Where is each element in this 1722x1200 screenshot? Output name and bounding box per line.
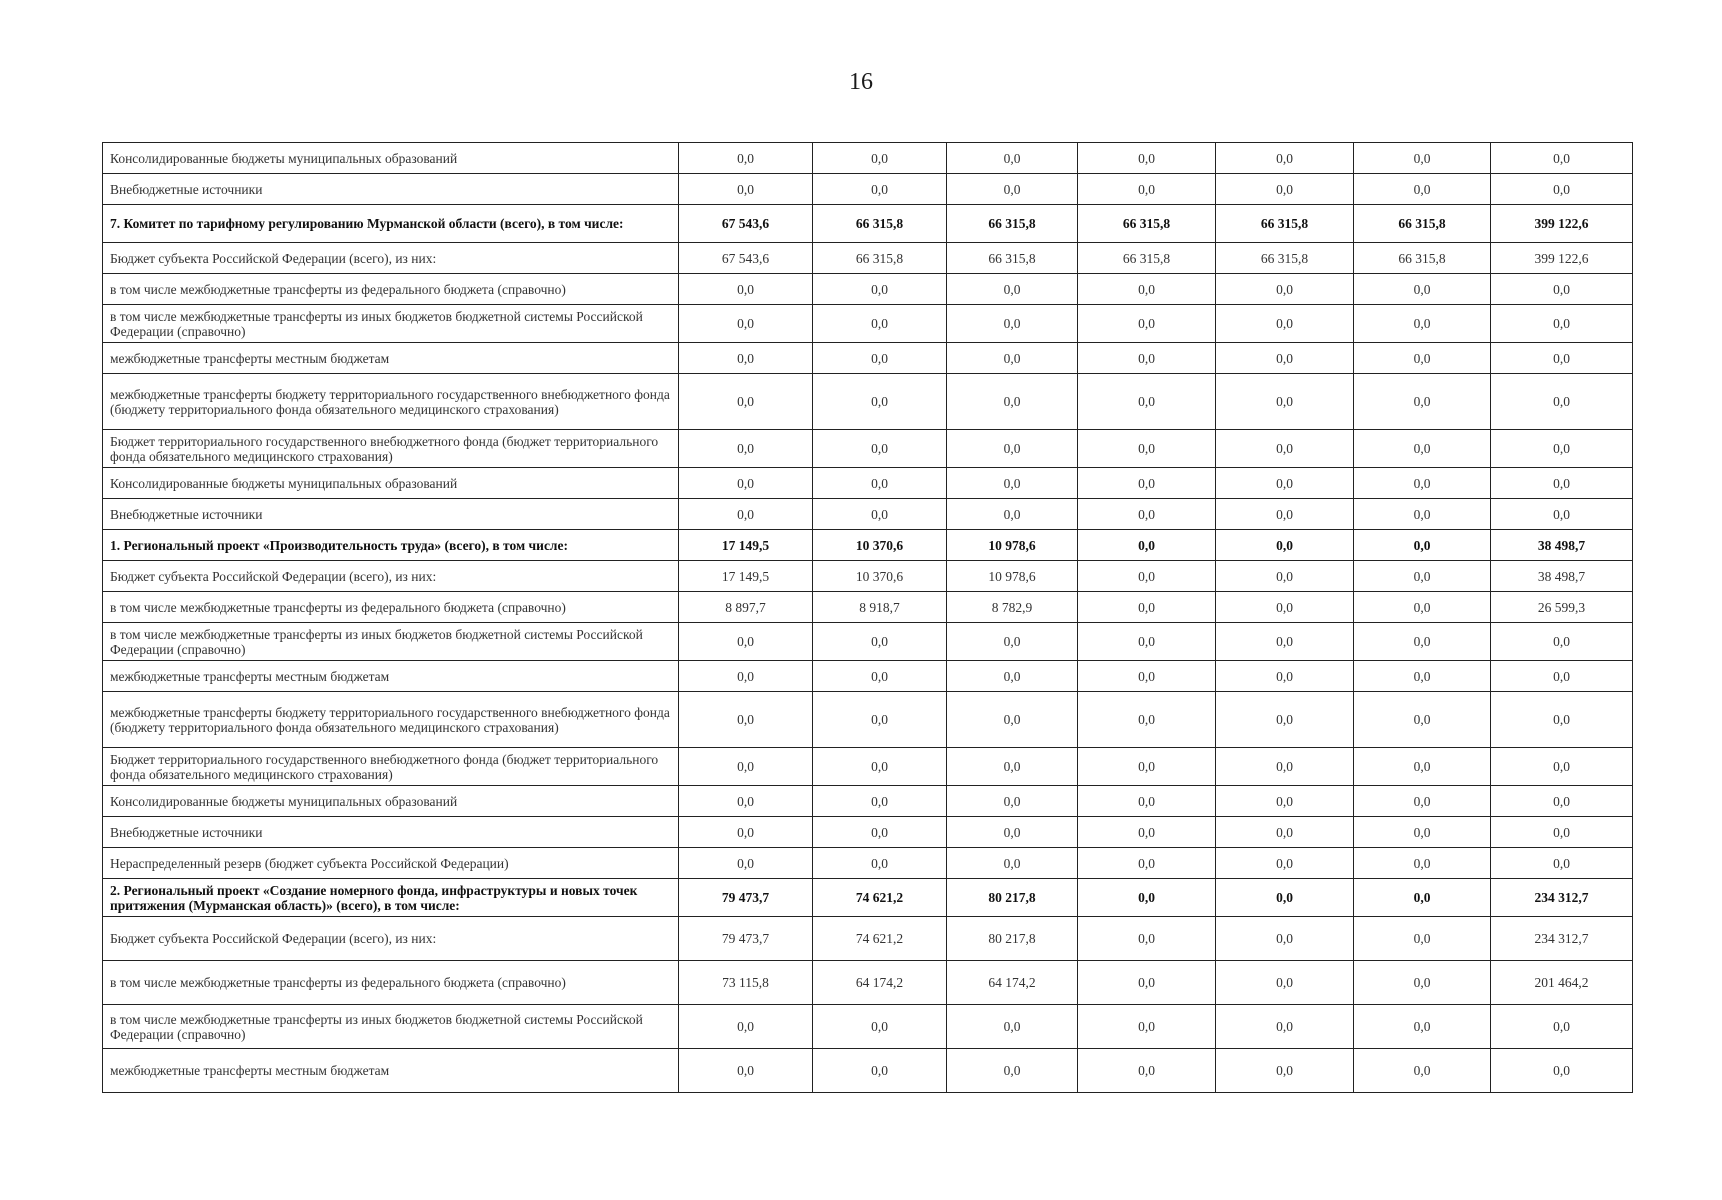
value-cell: 0,0 [1354, 661, 1491, 692]
value-cell: 0,0 [1078, 499, 1216, 530]
value-cell: 0,0 [1354, 274, 1491, 305]
value-cell: 0,0 [1078, 305, 1216, 343]
row-total-cell: 0,0 [1491, 374, 1633, 430]
table-row [103, 961, 1633, 1005]
table-row [103, 848, 1633, 879]
value-cell: 0,0 [813, 143, 947, 174]
value-cell: 0,0 [813, 623, 947, 661]
value-cell: 0,0 [679, 1049, 813, 1093]
value-cell: 0,0 [1078, 661, 1216, 692]
row-total-cell: 0,0 [1491, 174, 1633, 205]
page-number: 16 [849, 69, 873, 95]
value-cell: 67 543,6 [679, 243, 813, 274]
row-total-cell: 0,0 [1491, 692, 1633, 748]
value-cell: 80 217,8 [947, 879, 1078, 917]
value-cell: 10 370,6 [813, 561, 947, 592]
row-total-cell: 0,0 [1491, 661, 1633, 692]
table-row [103, 692, 1633, 748]
value-cell: 66 315,8 [1216, 205, 1354, 243]
value-cell: 0,0 [1216, 468, 1354, 499]
value-cell: 0,0 [1078, 174, 1216, 205]
value-cell: 0,0 [1216, 692, 1354, 748]
value-cell: 0,0 [1354, 499, 1491, 530]
value-cell: 0,0 [1216, 274, 1354, 305]
value-cell: 0,0 [1078, 961, 1216, 1005]
value-cell: 0,0 [679, 430, 813, 468]
table-row [103, 817, 1633, 848]
value-cell: 74 621,2 [813, 917, 947, 961]
value-cell: 0,0 [1354, 174, 1491, 205]
value-cell: 10 978,6 [947, 561, 1078, 592]
value-cell: 0,0 [813, 848, 947, 879]
value-cell: 0,0 [1354, 343, 1491, 374]
table-row [103, 623, 1633, 661]
value-cell: 0,0 [947, 692, 1078, 748]
row-total-cell: 234 312,7 [1491, 917, 1633, 961]
row-label: Внебюджетные источники [103, 817, 679, 848]
table-row [103, 499, 1633, 530]
row-label: Бюджет субъекта Российской Федерации (всего), из них: [103, 561, 679, 592]
row-label: в том числе межбюджетные трансферты из федерального бюджета (справочно) [103, 274, 679, 305]
value-cell: 10 370,6 [813, 530, 947, 561]
value-cell: 0,0 [679, 786, 813, 817]
row-total-cell: 0,0 [1491, 817, 1633, 848]
value-cell: 0,0 [679, 274, 813, 305]
section-total-row [103, 530, 1633, 561]
value-cell: 0,0 [1078, 530, 1216, 561]
row-label: межбюджетные трансферты местным бюджетам [103, 343, 679, 374]
value-cell: 0,0 [1354, 305, 1491, 343]
row-total-cell: 38 498,7 [1491, 530, 1633, 561]
value-cell: 0,0 [947, 786, 1078, 817]
row-total-cell: 0,0 [1491, 274, 1633, 305]
value-cell: 66 315,8 [1354, 243, 1491, 274]
value-cell: 0,0 [1216, 561, 1354, 592]
value-cell: 64 174,2 [813, 961, 947, 1005]
value-cell: 0,0 [1354, 961, 1491, 1005]
value-cell: 0,0 [1354, 917, 1491, 961]
value-cell: 0,0 [1216, 1005, 1354, 1049]
value-cell: 0,0 [947, 343, 1078, 374]
row-label: межбюджетные трансферты местным бюджетам [103, 661, 679, 692]
budget-table [102, 142, 1633, 1093]
value-cell: 0,0 [1078, 917, 1216, 961]
value-cell: 0,0 [679, 692, 813, 748]
row-label: Внебюджетные источники [103, 499, 679, 530]
value-cell: 0,0 [1354, 879, 1491, 917]
value-cell: 0,0 [813, 817, 947, 848]
value-cell: 0,0 [1078, 468, 1216, 499]
value-cell: 0,0 [947, 374, 1078, 430]
value-cell: 0,0 [1354, 143, 1491, 174]
row-total-cell: 0,0 [1491, 430, 1633, 468]
value-cell: 0,0 [813, 374, 947, 430]
row-total-cell: 0,0 [1491, 305, 1633, 343]
value-cell: 0,0 [947, 468, 1078, 499]
value-cell: 0,0 [679, 817, 813, 848]
table-row [103, 468, 1633, 499]
value-cell: 0,0 [813, 786, 947, 817]
value-cell: 17 149,5 [679, 561, 813, 592]
row-total-cell: 0,0 [1491, 748, 1633, 786]
value-cell: 0,0 [1354, 623, 1491, 661]
value-cell: 0,0 [1078, 692, 1216, 748]
value-cell: 0,0 [1216, 305, 1354, 343]
value-cell: 0,0 [813, 499, 947, 530]
value-cell: 0,0 [679, 623, 813, 661]
row-label: в том числе межбюджетные трансферты из иных бюджетов бюджетной системы Российской Федерации (справочно) [103, 1005, 679, 1049]
value-cell: 0,0 [1216, 499, 1354, 530]
value-cell: 0,0 [1078, 848, 1216, 879]
value-cell: 0,0 [1354, 374, 1491, 430]
table-row [103, 1005, 1633, 1049]
value-cell: 0,0 [1354, 561, 1491, 592]
value-cell: 66 315,8 [1078, 243, 1216, 274]
table-row [103, 374, 1633, 430]
row-total-cell: 0,0 [1491, 786, 1633, 817]
value-cell: 0,0 [1078, 274, 1216, 305]
value-cell: 0,0 [679, 174, 813, 205]
value-cell: 0,0 [1078, 592, 1216, 623]
value-cell: 0,0 [1216, 1049, 1354, 1093]
value-cell: 0,0 [1216, 786, 1354, 817]
row-label: в том числе межбюджетные трансферты из федерального бюджета (справочно) [103, 961, 679, 1005]
section-total-row [103, 205, 1633, 243]
row-label: 2. Региональный проект «Создание номерного фонда, инфраструктуры и новых точек притяжения (Мурманская область)» (всего), в том числе: [103, 879, 679, 917]
value-cell: 0,0 [679, 499, 813, 530]
value-cell: 0,0 [1354, 1005, 1491, 1049]
value-cell: 0,0 [1078, 1005, 1216, 1049]
table-row [103, 143, 1633, 174]
row-total-cell: 234 312,7 [1491, 879, 1633, 917]
row-label: в том числе межбюджетные трансферты из иных бюджетов бюджетной системы Российской Федерации (справочно) [103, 623, 679, 661]
value-cell: 0,0 [947, 748, 1078, 786]
value-cell: 66 315,8 [813, 243, 947, 274]
value-cell: 0,0 [947, 430, 1078, 468]
value-cell: 0,0 [947, 174, 1078, 205]
value-cell: 0,0 [947, 274, 1078, 305]
value-cell: 0,0 [1078, 879, 1216, 917]
value-cell: 0,0 [1078, 1049, 1216, 1093]
row-total-cell: 399 122,6 [1491, 243, 1633, 274]
value-cell: 0,0 [947, 1049, 1078, 1093]
value-cell: 0,0 [1078, 343, 1216, 374]
table-row [103, 592, 1633, 623]
value-cell: 0,0 [1216, 343, 1354, 374]
value-cell: 0,0 [947, 1005, 1078, 1049]
value-cell: 0,0 [813, 305, 947, 343]
value-cell: 0,0 [1354, 748, 1491, 786]
row-label: Консолидированные бюджеты муниципальных образований [103, 786, 679, 817]
value-cell: 0,0 [947, 848, 1078, 879]
row-total-cell: 0,0 [1491, 499, 1633, 530]
row-total-cell: 201 464,2 [1491, 961, 1633, 1005]
value-cell: 0,0 [813, 430, 947, 468]
value-cell: 0,0 [679, 374, 813, 430]
section-total-row [103, 879, 1633, 917]
value-cell: 0,0 [1216, 143, 1354, 174]
row-label: 1. Региональный проект «Производительность труда» (всего), в том числе: [103, 530, 679, 561]
value-cell: 8 918,7 [813, 592, 947, 623]
row-total-cell: 0,0 [1491, 343, 1633, 374]
table-row [103, 917, 1633, 961]
value-cell: 0,0 [679, 468, 813, 499]
value-cell: 0,0 [1354, 468, 1491, 499]
table-row [103, 343, 1633, 374]
value-cell: 0,0 [813, 1005, 947, 1049]
value-cell: 0,0 [1354, 817, 1491, 848]
row-total-cell: 0,0 [1491, 468, 1633, 499]
table-row [103, 1049, 1633, 1093]
value-cell: 0,0 [679, 748, 813, 786]
value-cell: 80 217,8 [947, 917, 1078, 961]
row-label: Бюджет территориального государственного внебюджетного фонда (бюджет территориального фонда обязательного медицинского страхования) [103, 748, 679, 786]
row-total-cell: 0,0 [1491, 848, 1633, 879]
value-cell: 17 149,5 [679, 530, 813, 561]
value-cell: 0,0 [813, 274, 947, 305]
row-label: Внебюджетные источники [103, 174, 679, 205]
value-cell: 67 543,6 [679, 205, 813, 243]
value-cell: 0,0 [813, 748, 947, 786]
value-cell: 0,0 [679, 1005, 813, 1049]
value-cell: 0,0 [1078, 430, 1216, 468]
value-cell: 0,0 [1216, 623, 1354, 661]
value-cell: 66 315,8 [947, 243, 1078, 274]
row-label: Нераспределенный резерв (бюджет субъекта Российской Федерации) [103, 848, 679, 879]
table-row [103, 243, 1633, 274]
value-cell: 0,0 [1354, 692, 1491, 748]
value-cell: 64 174,2 [947, 961, 1078, 1005]
row-label: в том числе межбюджетные трансферты из иных бюджетов бюджетной системы Российской Федерации (справочно) [103, 305, 679, 343]
table-row [103, 305, 1633, 343]
row-label: 7. Комитет по тарифному регулированию Мурманской области (всего), в том числе: [103, 205, 679, 243]
value-cell: 0,0 [1216, 748, 1354, 786]
table-body [103, 143, 1633, 1093]
value-cell: 0,0 [1078, 561, 1216, 592]
row-label: Консолидированные бюджеты муниципальных образований [103, 468, 679, 499]
value-cell: 0,0 [1216, 961, 1354, 1005]
row-total-cell: 0,0 [1491, 1049, 1633, 1093]
value-cell: 0,0 [679, 343, 813, 374]
value-cell: 0,0 [679, 305, 813, 343]
value-cell: 74 621,2 [813, 879, 947, 917]
value-cell: 0,0 [1216, 917, 1354, 961]
value-cell: 0,0 [1078, 748, 1216, 786]
value-cell: 0,0 [947, 817, 1078, 848]
value-cell: 0,0 [1354, 592, 1491, 623]
row-total-cell: 38 498,7 [1491, 561, 1633, 592]
row-label: межбюджетные трансферты бюджету территориального государственного внебюджетного фонда (бюджету территориального фонда обязательного медицинского страхования) [103, 374, 679, 430]
value-cell: 0,0 [679, 848, 813, 879]
value-cell: 0,0 [947, 143, 1078, 174]
value-cell: 0,0 [1078, 143, 1216, 174]
value-cell: 66 315,8 [1078, 205, 1216, 243]
row-total-cell: 0,0 [1491, 1005, 1633, 1049]
value-cell: 0,0 [947, 661, 1078, 692]
value-cell: 79 473,7 [679, 917, 813, 961]
row-label: Бюджет субъекта Российской Федерации (всего), из них: [103, 243, 679, 274]
value-cell: 0,0 [1216, 430, 1354, 468]
row-total-cell: 0,0 [1491, 623, 1633, 661]
value-cell: 0,0 [1216, 592, 1354, 623]
value-cell: 0,0 [813, 692, 947, 748]
value-cell: 0,0 [813, 661, 947, 692]
row-total-cell: 0,0 [1491, 143, 1633, 174]
value-cell: 0,0 [1354, 786, 1491, 817]
value-cell: 0,0 [813, 174, 947, 205]
value-cell: 0,0 [1216, 817, 1354, 848]
value-cell: 0,0 [1216, 374, 1354, 430]
value-cell: 66 315,8 [1354, 205, 1491, 243]
value-cell: 0,0 [813, 468, 947, 499]
value-cell: 66 315,8 [813, 205, 947, 243]
value-cell: 0,0 [1216, 530, 1354, 561]
value-cell: 8 782,9 [947, 592, 1078, 623]
value-cell: 66 315,8 [1216, 243, 1354, 274]
value-cell: 0,0 [1216, 848, 1354, 879]
row-label: межбюджетные трансферты местным бюджетам [103, 1049, 679, 1093]
value-cell: 0,0 [1078, 817, 1216, 848]
table-row [103, 748, 1633, 786]
table-row [103, 561, 1633, 592]
table-row [103, 430, 1633, 468]
value-cell: 0,0 [1354, 430, 1491, 468]
value-cell: 79 473,7 [679, 879, 813, 917]
row-label: Бюджет субъекта Российской Федерации (всего), из них: [103, 917, 679, 961]
value-cell: 10 978,6 [947, 530, 1078, 561]
value-cell: 0,0 [1216, 661, 1354, 692]
table-row [103, 274, 1633, 305]
value-cell: 66 315,8 [947, 205, 1078, 243]
value-cell: 0,0 [947, 499, 1078, 530]
value-cell: 0,0 [679, 143, 813, 174]
value-cell: 0,0 [947, 305, 1078, 343]
value-cell: 0,0 [1354, 848, 1491, 879]
value-cell: 8 897,7 [679, 592, 813, 623]
value-cell: 0,0 [813, 1049, 947, 1093]
value-cell: 0,0 [1078, 623, 1216, 661]
row-label: межбюджетные трансферты бюджету территориального государственного внебюджетного фонда (бюджету территориального фонда обязательного медицинского страхования) [103, 692, 679, 748]
value-cell: 0,0 [679, 661, 813, 692]
table-row [103, 661, 1633, 692]
value-cell: 0,0 [1078, 374, 1216, 430]
row-label: Консолидированные бюджеты муниципальных образований [103, 143, 679, 174]
row-total-cell: 26 599,3 [1491, 592, 1633, 623]
row-label: Бюджет территориального государственного внебюджетного фонда (бюджет территориального фонда обязательного медицинского страхования) [103, 430, 679, 468]
row-total-cell: 399 122,6 [1491, 205, 1633, 243]
row-label: в том числе межбюджетные трансферты из федерального бюджета (справочно) [103, 592, 679, 623]
value-cell: 0,0 [1354, 530, 1491, 561]
value-cell: 0,0 [1078, 786, 1216, 817]
table-row [103, 174, 1633, 205]
value-cell: 0,0 [1354, 1049, 1491, 1093]
value-cell: 0,0 [1216, 879, 1354, 917]
value-cell: 0,0 [947, 623, 1078, 661]
value-cell: 0,0 [1216, 174, 1354, 205]
value-cell: 0,0 [813, 343, 947, 374]
value-cell: 73 115,8 [679, 961, 813, 1005]
table-row [103, 786, 1633, 817]
